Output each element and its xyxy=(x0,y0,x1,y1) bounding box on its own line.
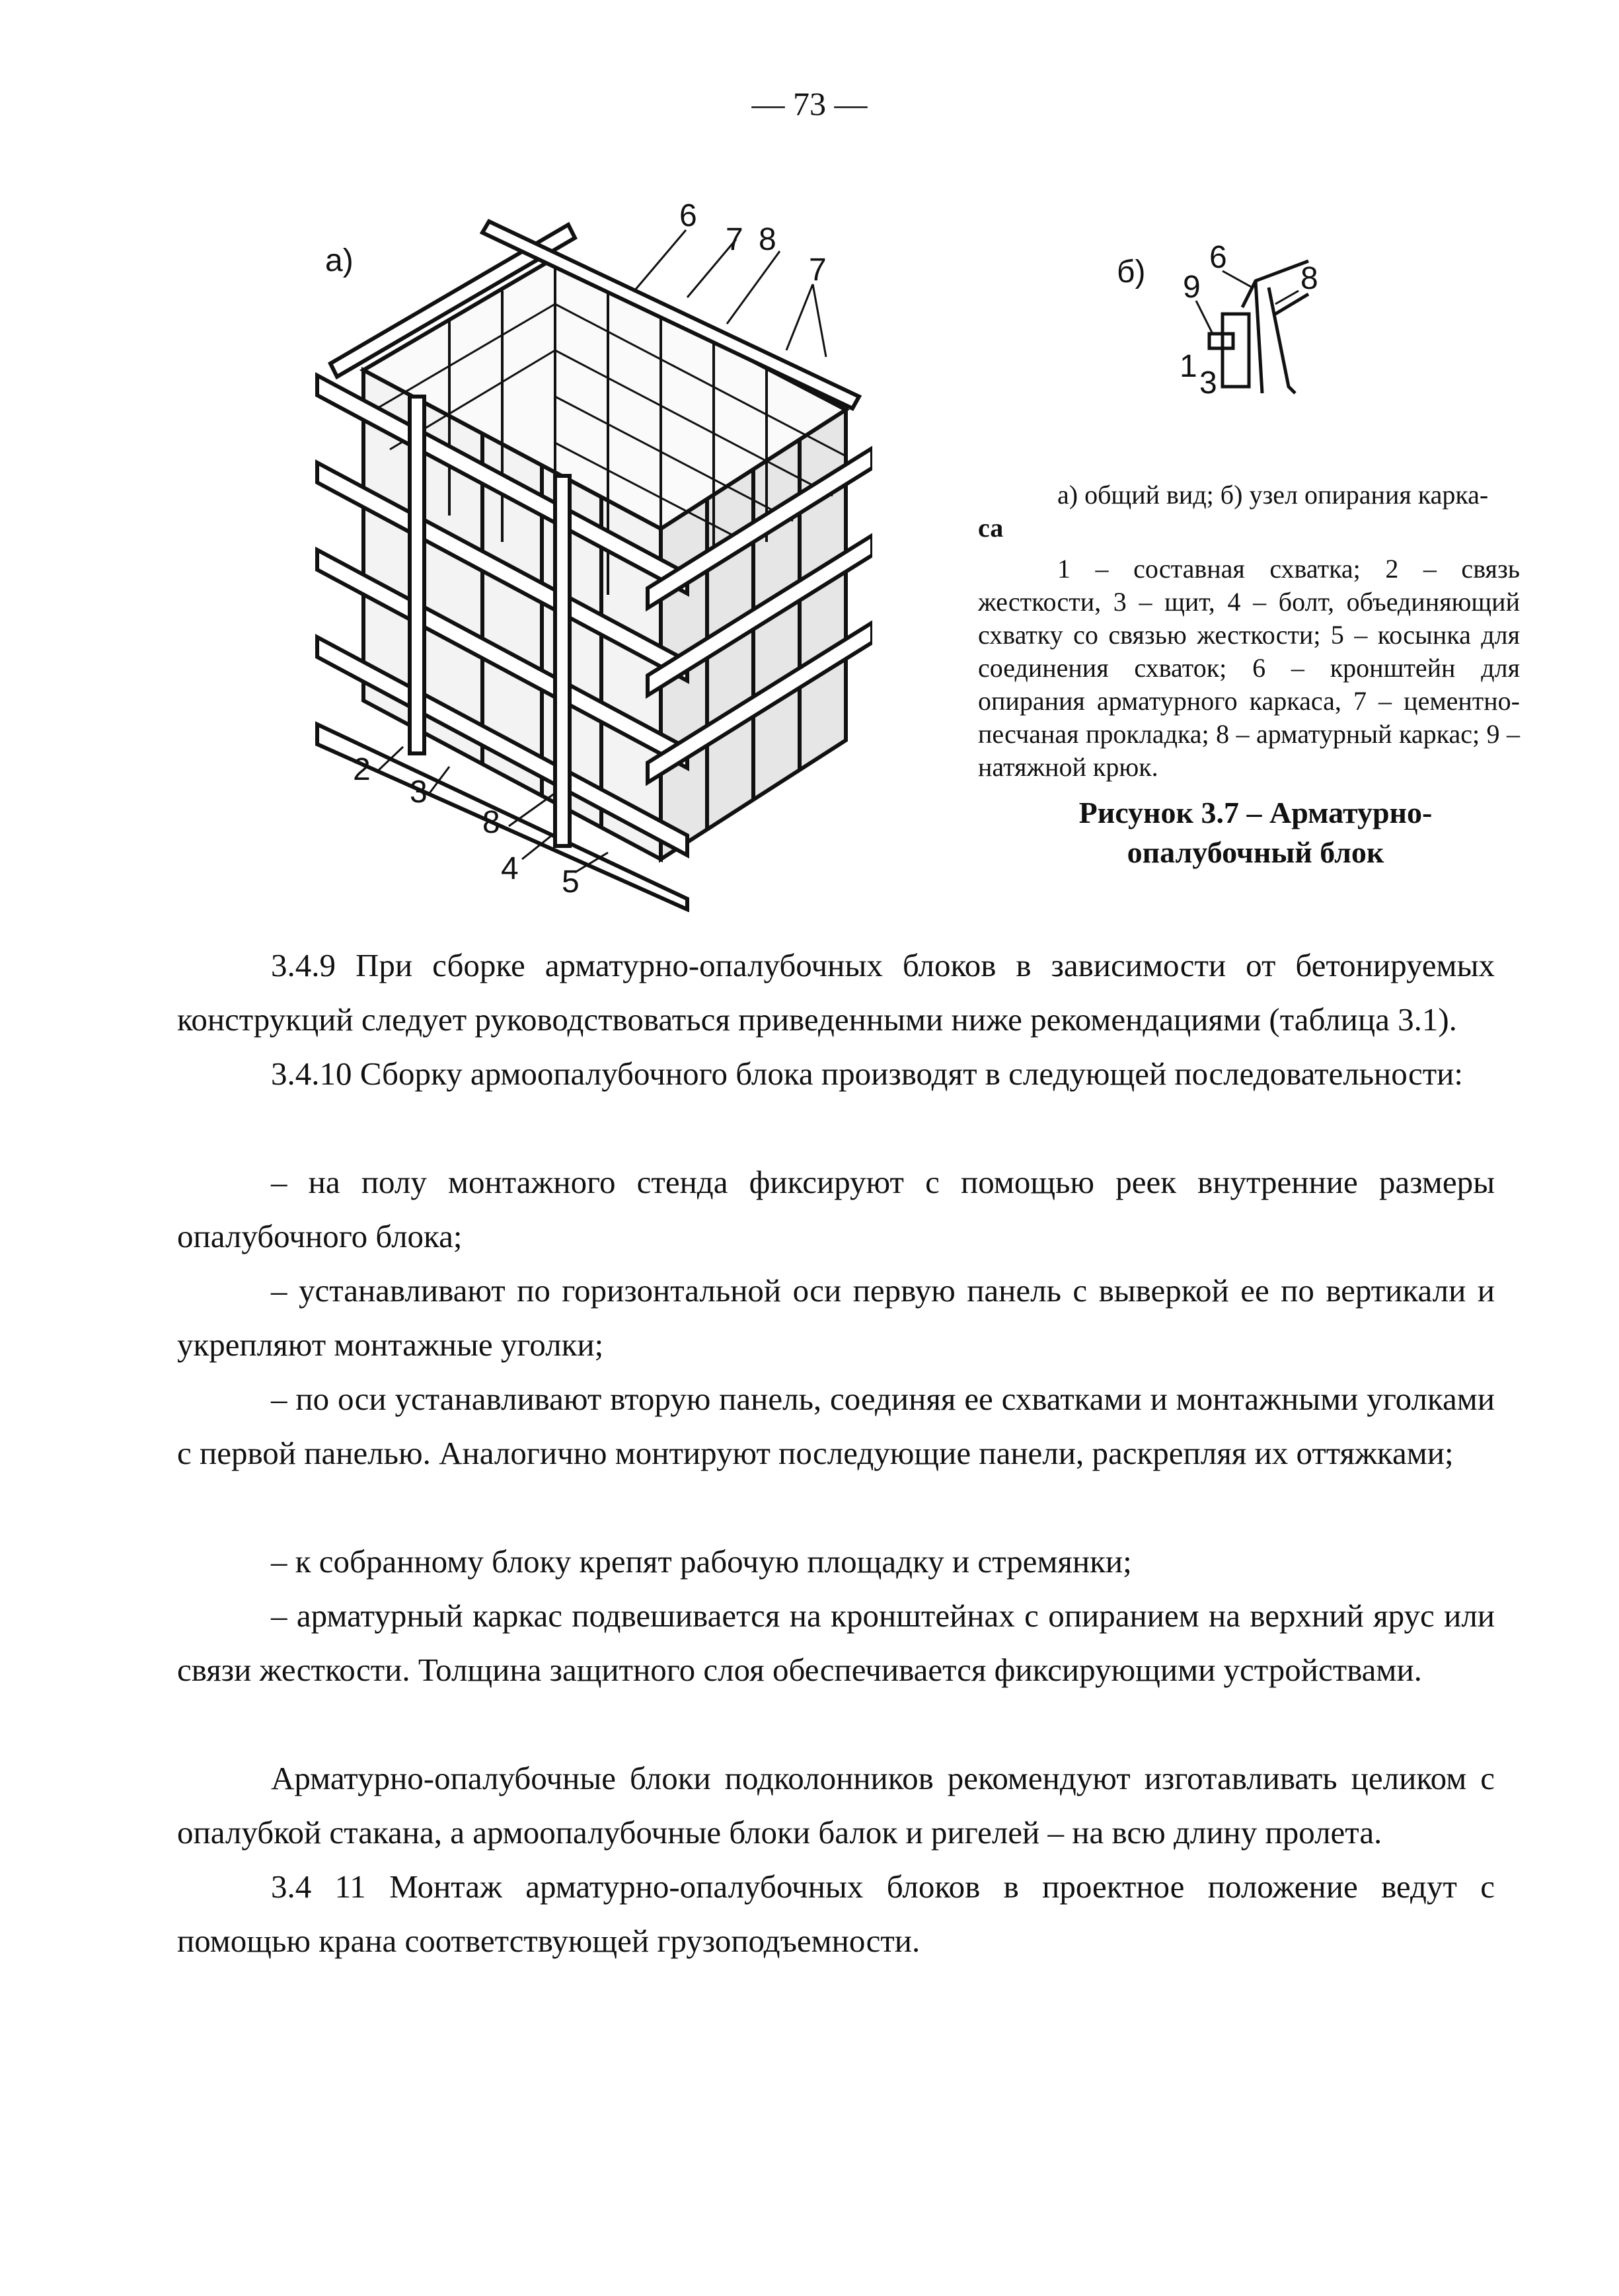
figure-title-line1: Рисунок 3.7 – Арматурно- xyxy=(1078,796,1433,829)
callout-5: 5 xyxy=(562,864,580,899)
callout-4: 4 xyxy=(501,851,519,886)
paragraph-3-4-11: 3.4 11 Монтаж арматурно-опалубочных блоков в проектное положение ведут с помощью крана соответствующей грузоподъемности. xyxy=(177,1868,1495,1959)
b-callout-6: 6 xyxy=(1209,240,1227,275)
b-callout-9: 9 xyxy=(1183,270,1201,305)
paragraph-subcolumn-blocks: Арматурно-опалубочные блоки подколонников рекомендуют изготавливать целиком с опалубкой стакана, а армоопалубочные блоки балок и ригелей – на всю длину пролета. xyxy=(177,1760,1495,1851)
callout-7: 7 xyxy=(726,222,743,257)
list-item: – по оси устанавливают вторую панель, соединяя ее схватками и монтажными уголками с первой панелью. Аналогично монтируют последующие панели, раскрепляя их оттяжками; xyxy=(177,1381,1495,1471)
callout-2: 2 xyxy=(353,752,371,787)
list-item: – устанавливают по горизонтальной оси первую панель с выверкой ее по вертикали и укрепляют монтажные уголки; xyxy=(177,1272,1495,1363)
figure-title xyxy=(978,793,1533,872)
formwork-block-drawing xyxy=(291,198,872,912)
figure-b-label: б) xyxy=(1117,254,1146,289)
paragraph-3-4-9: 3.4.9 При сборке арматурно-опалубочных блоков в зависимости от бетонируемых конструкций следует руководствоваться приведенными ниже рекомендациями (таблица 3.1). xyxy=(177,947,1495,1038)
figure-caption-line2: са xyxy=(978,513,1004,543)
paragraph-3-4-10: 3.4.10 Сборку армоопалубочного блока производят в следующей последовательности: xyxy=(271,1055,1463,1092)
b-callout-3: 3 xyxy=(1199,365,1217,401)
figure-a-label: а) xyxy=(325,243,354,278)
callout-8b: 8 xyxy=(482,805,500,840)
support-node-detail xyxy=(1110,235,1361,406)
page-number: — 73 — xyxy=(751,85,868,122)
figure-caption-keys: 1 – составная схватка; 2 – связь жесткости, 3 – щит, 4 – болт, объединяющий схватку со связью жесткости; 5 – косынка для соединения схваток; 6 – кронштейн для опирания арматурного каркаса, 7 – цементно-песчаная прокладка; 8 – арматурный каркас; 9 – натяжной крюк. xyxy=(978,554,1520,782)
figure-title-line2: опалубочный блок xyxy=(1127,835,1384,869)
callout-8: 8 xyxy=(759,222,776,257)
callout-3: 3 xyxy=(410,775,428,810)
callout-6: 6 xyxy=(679,198,697,233)
list-item: – к собранному блоку крепят рабочую площадку и стремянки; xyxy=(271,1543,1132,1580)
list-item: – на полу монтажного стенда фиксируют с помощью реек внутренние размеры опалубочного блока; xyxy=(177,1164,1495,1254)
callout-7b: 7 xyxy=(809,252,827,287)
b-callout-8: 8 xyxy=(1300,261,1318,296)
b-callout-1: 1 xyxy=(1180,349,1197,384)
list-item: – арматурный каркас подвешивается на кронштейнах с опиранием на верхний ярус или связи жесткости. Толщина защитного слоя обеспечивается фиксирующими устройствами. xyxy=(177,1597,1495,1688)
figure-caption-line1: а) общий вид; б) узел опирания карка- xyxy=(1057,480,1489,510)
